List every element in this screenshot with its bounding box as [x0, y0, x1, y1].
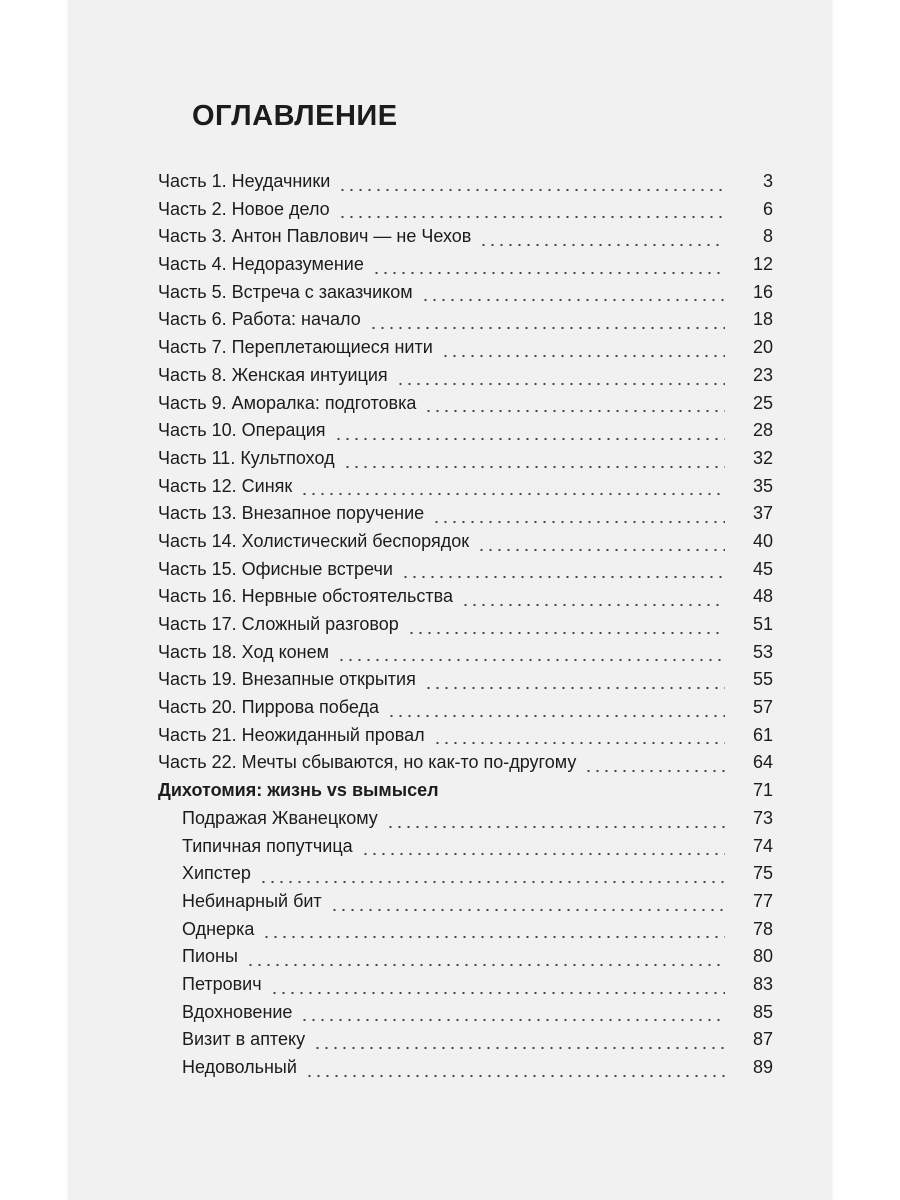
dot-leader [372, 269, 725, 279]
toc-page-number: 32 [752, 447, 773, 468]
toc-subentry [158, 1054, 773, 1082]
dot-leader [300, 1016, 725, 1026]
toc-page-number: 87 [752, 1029, 773, 1050]
toc-page-number: 83 [752, 973, 773, 994]
dot-leader [386, 823, 725, 833]
toc-entry-title: Типичная попутчица [182, 835, 353, 856]
toc-entry-title: Часть 9. Аморалка: подготовка [158, 392, 417, 413]
toc-subentry [158, 860, 773, 888]
toc-page-number: 45 [752, 558, 773, 579]
toc-entry [158, 168, 773, 196]
toc-entry [158, 583, 773, 611]
toc-entry-title: Дихотомия: жизнь vs вымысел [158, 780, 439, 801]
table-of-contents [158, 168, 773, 1082]
dot-leader [424, 684, 725, 694]
toc-entry [158, 362, 773, 390]
dot-leader [337, 656, 725, 666]
page-title: ОГЛАВЛЕНИЕ [192, 100, 398, 132]
toc-entry-title: Часть 3. Антон Павлович — не Чехов [158, 226, 472, 247]
toc-subentry [158, 1026, 773, 1054]
toc-entry-title: Часть 20. Пиррова победа [158, 697, 380, 718]
toc-page-number: 78 [752, 918, 773, 939]
toc-page-number: 23 [752, 364, 773, 385]
toc-subentry [158, 805, 773, 833]
toc-entry [158, 279, 773, 307]
dot-leader [305, 1072, 725, 1082]
dot-leader [338, 186, 725, 196]
toc-entry-title: Часть 10. Операция [158, 420, 326, 441]
toc-page-number: 37 [752, 503, 773, 524]
toc-entry-title: Часть 7. Переплетающиеся нити [158, 337, 433, 358]
toc-entry [158, 473, 773, 501]
toc-page-number: 64 [752, 752, 773, 773]
toc-entry [158, 694, 773, 722]
toc-entry-title: Часть 5. Встреча с заказчиком [158, 281, 413, 302]
toc-entry [158, 390, 773, 418]
toc-entry [158, 722, 773, 750]
dot-leader [432, 518, 725, 528]
dot-leader [343, 463, 725, 473]
toc-entry [158, 611, 773, 639]
toc-entry [158, 556, 773, 584]
toc-page-number: 57 [752, 697, 773, 718]
toc-page-number: 80 [752, 946, 773, 967]
toc-page-number: 8 [762, 226, 773, 247]
dot-leader [401, 573, 725, 583]
dot-leader [477, 546, 725, 556]
dot-leader [407, 629, 725, 639]
dot-leader [479, 241, 725, 251]
toc-entry-title: Недовольный [182, 1057, 297, 1077]
dot-leader [313, 1044, 725, 1054]
dot-leader [262, 933, 725, 943]
toc-entry-title: Часть 21. Неожиданный провал [158, 724, 425, 745]
toc-page-number: 48 [752, 586, 773, 607]
toc-entry-title: Часть 12. Синяк [158, 475, 293, 496]
toc-entry [158, 251, 773, 279]
toc-entry [158, 500, 773, 528]
toc-page-number: 71 [752, 780, 773, 801]
dot-leader [330, 906, 725, 916]
toc-subentry [158, 888, 773, 916]
dot-leader [424, 407, 725, 417]
dot-leader [361, 850, 725, 860]
dot-leader [270, 989, 725, 999]
toc-page-number: 51 [752, 614, 773, 634]
dot-leader [246, 961, 725, 971]
toc-page-number: 3 [762, 171, 773, 191]
dot-leader [334, 435, 725, 445]
toc-section-heading [158, 777, 773, 805]
toc-entry-title: Часть 22. Мечты сбываются, но как-то по-другому [158, 752, 577, 773]
toc-entry-title: Часть 14. Холистический беспорядок [158, 530, 470, 551]
toc-page-number: 89 [752, 1057, 773, 1077]
toc-page-number: 55 [752, 669, 773, 690]
toc-page-number: 85 [752, 1001, 773, 1022]
toc-subentry [158, 971, 773, 999]
toc-entry-title: Визит в аптеку [182, 1029, 306, 1050]
toc-page-number: 73 [752, 807, 773, 828]
toc-page-number: 25 [752, 392, 773, 413]
toc-entry [158, 445, 773, 473]
dot-leader [369, 324, 725, 334]
dot-leader [433, 739, 725, 749]
toc-entry-title: Однерка [182, 918, 255, 939]
toc-entry-title: Часть 13. Внезапное поручение [158, 503, 425, 524]
toc-page-number: 53 [752, 641, 773, 662]
toc-entry-title: Часть 4. Недоразумение [158, 254, 364, 275]
toc-entry-title: Часть 1. Неудачники [158, 171, 331, 191]
toc-entry [158, 196, 773, 224]
toc-entry-title: Часть 17. Сложный разговор [158, 614, 399, 634]
toc-entry [158, 749, 773, 777]
toc-page-number: 6 [762, 198, 773, 219]
toc-entry-title: Подражая Жванецкому [182, 807, 378, 828]
toc-entry-title: Вдохновение [182, 1001, 293, 1022]
toc-entry [158, 334, 773, 362]
toc-page-number: 75 [752, 863, 773, 884]
toc-page-number: 20 [752, 337, 773, 358]
toc-subentry [158, 999, 773, 1027]
toc-entry-title: Часть 16. Нервные обстоятельства [158, 586, 453, 607]
dot-leader [421, 296, 725, 306]
toc-page-number: 74 [752, 835, 773, 856]
toc-entry-title: Часть 8. Женская интуиция [158, 364, 388, 385]
toc-entry-title: Часть 6. Работа: начало [158, 309, 361, 330]
book-page [68, 0, 832, 1200]
dot-leader [300, 490, 725, 500]
toc-page-number: 35 [752, 475, 773, 496]
dot-leader [387, 712, 725, 722]
toc-page-number: 12 [752, 254, 773, 275]
dot-leader [396, 380, 725, 390]
toc-entry [158, 223, 773, 251]
toc-subentry [158, 943, 773, 971]
toc-entry [158, 528, 773, 556]
toc-entry-title: Хипстер [182, 863, 251, 884]
toc-entry [158, 417, 773, 445]
toc-entry-title: Часть 18. Ход конем [158, 641, 329, 662]
toc-entry-title: Часть 15. Офисные встречи [158, 558, 393, 579]
toc-page-number: 18 [752, 309, 773, 330]
toc-page-number: 61 [752, 724, 773, 745]
dot-leader [441, 352, 725, 362]
dot-leader [259, 878, 725, 888]
toc-subentry [158, 833, 773, 861]
toc-entry-title: Часть 2. Новое дело [158, 198, 330, 219]
toc-entry [158, 639, 773, 667]
toc-page-number: 16 [752, 281, 773, 302]
toc-page-number: 28 [752, 420, 773, 441]
dot-leader [338, 213, 725, 223]
toc-page-number: 77 [752, 890, 773, 911]
toc-entry-title: Петрович [182, 973, 262, 994]
toc-entry [158, 666, 773, 694]
toc-entry-title: Часть 11. Культпоход [158, 447, 335, 468]
toc-entry-title: Часть 19. Внезапные открытия [158, 669, 416, 690]
toc-entry-title: Небинарный бит [182, 890, 322, 911]
toc-entry [158, 306, 773, 334]
toc-page-number: 40 [752, 530, 773, 551]
dot-leader [461, 601, 725, 611]
toc-entry-title: Пионы [182, 946, 238, 967]
toc-subentry [158, 916, 773, 944]
dot-leader [584, 767, 725, 777]
